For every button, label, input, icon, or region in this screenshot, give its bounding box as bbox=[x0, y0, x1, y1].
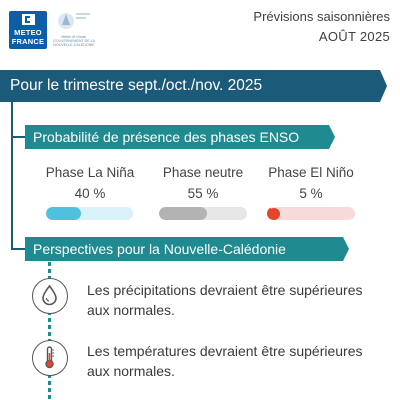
perspectives-section-heading bbox=[25, 237, 343, 261]
period-banner-label: Pour le trimestre sept./oct./nov. 2025 bbox=[10, 77, 263, 94]
page-subtitle: AOÛT 2025 bbox=[318, 29, 390, 44]
temperature-text-line1: Les températures devraient être supérieures bbox=[87, 343, 363, 359]
precipitation-forecast-text bbox=[87, 280, 387, 320]
perspectives-heading-label: Perspectives pour la Nouvelle-Calédonie bbox=[33, 241, 286, 257]
phase-bar-neutre bbox=[159, 207, 247, 220]
enso-heading-label: Probabilité de présence des phases ENSO bbox=[33, 129, 300, 145]
logo-text-line2: FRANCE bbox=[11, 37, 45, 46]
phase-label-el-nino: Phase El Niño bbox=[268, 165, 354, 180]
water-drop-icon bbox=[33, 279, 66, 312]
phase-bar-el-nino bbox=[267, 207, 355, 220]
logo-text-line1: METEO bbox=[14, 28, 42, 37]
el-nino-indicator-dot bbox=[268, 208, 280, 220]
phase-bar-fill-neutre bbox=[159, 207, 207, 220]
enso-section-heading bbox=[25, 125, 329, 149]
phase-bar-la-nina bbox=[46, 207, 133, 220]
temperature-text-line2: aux normales. bbox=[87, 363, 175, 379]
phase-label-la-nina: Phase La Niña bbox=[45, 165, 135, 180]
phase-percent-neutre: 55 % bbox=[187, 186, 219, 201]
phase-percent-el-nino: 5 % bbox=[299, 186, 323, 201]
temperature-icon-circle bbox=[32, 340, 68, 376]
meteo-france-logo bbox=[9, 11, 47, 49]
phase-label-neutre: Phase neutre bbox=[162, 165, 244, 180]
connector-elbow-2 bbox=[11, 248, 25, 250]
page-title: Prévisions saisonnières bbox=[253, 9, 390, 24]
connector-elbow-1 bbox=[11, 136, 25, 138]
meteo-france-logo-icon bbox=[22, 14, 35, 25]
precipitation-icon-circle bbox=[32, 278, 68, 314]
connector-line-2 bbox=[11, 138, 13, 250]
enso-heading-arrow bbox=[329, 125, 335, 149]
thermometer-icon bbox=[33, 341, 66, 374]
government-logo-text: Météo et climat. GOUVERNEMENT DE LA NOUVELLE-CALÉDONIE bbox=[52, 35, 96, 47]
perspectives-heading-arrow bbox=[343, 237, 349, 261]
phase-percent-la-nina: 40 % bbox=[74, 186, 106, 201]
temperature-forecast-text bbox=[87, 341, 387, 381]
period-banner-arrow bbox=[380, 70, 387, 102]
period-banner bbox=[0, 70, 380, 102]
phase-bar-fill-la-nina bbox=[46, 207, 81, 220]
precipitation-text-line2: aux normales. bbox=[87, 302, 175, 318]
precipitation-text-line1: Les précipitations devraient être supérieures bbox=[87, 282, 363, 298]
cagou-emblem-icon bbox=[52, 9, 96, 35]
connector-line-1 bbox=[11, 102, 13, 138]
government-logo bbox=[52, 9, 96, 49]
